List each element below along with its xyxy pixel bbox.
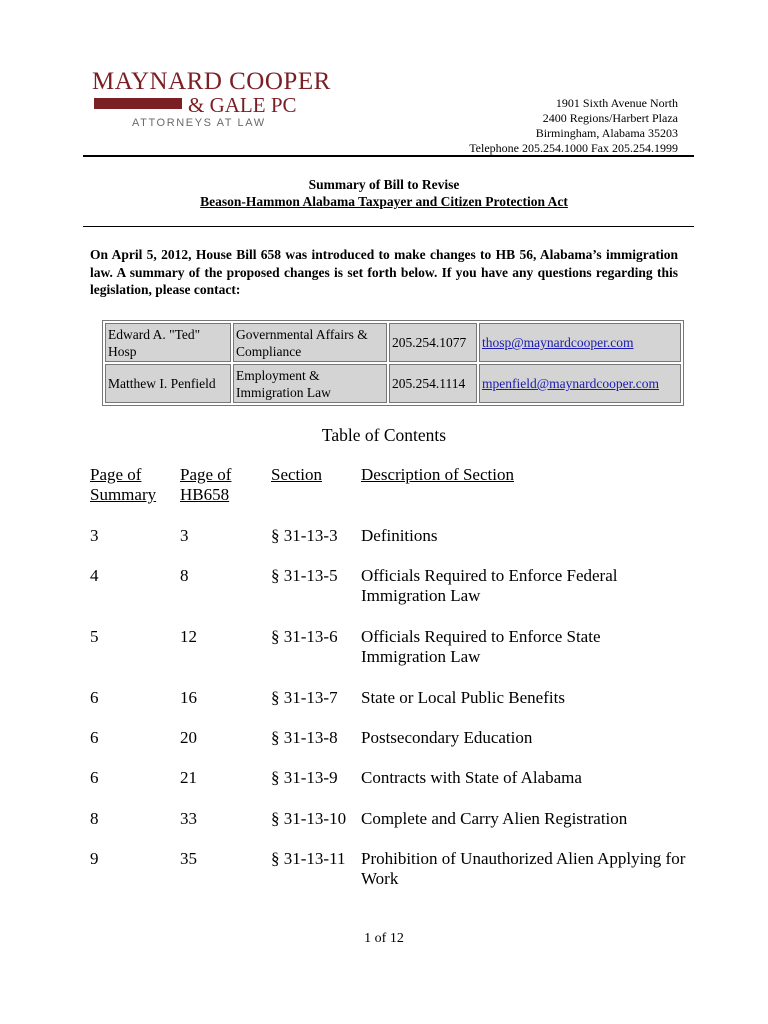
toc-page-summary: 9	[90, 849, 99, 868]
address-line: Birmingham, Alabama 35203	[535, 126, 678, 140]
toc-page-summary: 6	[90, 688, 99, 707]
toc-description: State or Local Public Benefits	[361, 688, 565, 707]
toc-header-section: Section	[271, 465, 322, 484]
toc-page-bill: 35	[180, 849, 197, 868]
document-title	[0, 176, 768, 210]
toc-description: Contracts with State of Alabama	[361, 768, 582, 787]
firm-logo	[90, 68, 331, 132]
contact-email-link[interactable]: mpenfield@maynardcooper.com	[482, 376, 659, 391]
toc-page-summary: 4	[90, 566, 99, 585]
logo-tagline: ATTORNEYS AT LAW	[132, 117, 266, 129]
toc-description: Complete and Carry Alien Registration	[361, 809, 628, 828]
firm-address	[469, 96, 678, 156]
toc-page-summary: 8	[90, 809, 99, 828]
toc-description: Definitions	[361, 526, 438, 545]
logo-line1: MAYNARD COOPER	[92, 68, 331, 95]
contact-row	[105, 364, 681, 403]
toc-page-bill: 20	[180, 728, 197, 747]
contact-name: Edward A. "Ted" Hosp	[105, 323, 231, 362]
toc-page-bill: 8	[180, 566, 189, 585]
address-line: 1901 Sixth Avenue North	[555, 96, 678, 110]
toc-section: § 31-13-9	[271, 768, 338, 787]
contact-practice: Employment & Immigration Law	[233, 364, 387, 403]
page-number: 1 of 12	[364, 931, 404, 946]
title-divider	[83, 226, 694, 227]
title-line2: Beason-Hammon Alabama Taxpayer and Citizen Protection Act	[200, 194, 568, 209]
contact-email-cell	[479, 364, 681, 403]
intro-paragraph: On April 5, 2012, House Bill 658 was introduced to make changes to HB 56, Alabama’s immigration law. A summary of the proposed changes is set forth below. If you have any questions regarding this legislation, please contact:	[90, 247, 678, 297]
toc-header-description: Description of Section	[361, 465, 514, 484]
toc-description: Postsecondary Education	[361, 728, 533, 747]
contact-email-cell	[479, 323, 681, 362]
toc-description: Prohibition of Unauthorized Alien Applying for Work	[361, 849, 686, 888]
toc-page-summary: 6	[90, 728, 99, 747]
address-line: Telephone 205.254.1000 Fax 205.254.1999	[469, 141, 678, 155]
toc-description: Officials Required to Enforce Federal Immigration Law	[361, 566, 618, 605]
header-divider	[83, 155, 694, 157]
title-line1: Summary of Bill to Revise	[308, 177, 460, 192]
address-line: 2400 Regions/Harbert Plaza	[542, 111, 678, 125]
contact-row	[105, 323, 681, 362]
contact-name: Matthew I. Penfield	[105, 364, 231, 403]
toc-page-bill: 16	[180, 688, 197, 707]
toc-section: § 31-13-7	[271, 688, 338, 707]
logo-bar	[94, 98, 182, 109]
toc-section: § 31-13-8	[271, 728, 338, 747]
toc-header-page-summary: Page of Summary	[90, 465, 157, 504]
toc-section: § 31-13-6	[271, 627, 338, 646]
toc-page-summary: 6	[90, 768, 99, 787]
toc-page-bill: 33	[180, 809, 197, 828]
logo-line2: & GALE PC	[188, 93, 297, 117]
contact-email-link[interactable]: thosp@maynardcooper.com	[482, 335, 634, 350]
toc-description: Officials Required to Enforce State Immigration Law	[361, 627, 601, 666]
toc-page-summary: 5	[90, 627, 99, 646]
toc-title: Table of Contents	[321, 425, 447, 445]
toc-section: § 31-13-11	[271, 849, 346, 868]
toc-page-bill: 12	[180, 627, 197, 646]
toc-page-bill: 21	[180, 768, 197, 787]
contacts-table	[102, 320, 684, 406]
toc-page-summary: 3	[90, 526, 99, 545]
toc-page-bill: 3	[180, 526, 189, 545]
contact-phone: 205.254.1077	[389, 323, 477, 362]
toc-section: § 31-13-3	[271, 526, 338, 545]
toc-section: § 31-13-5	[271, 566, 338, 585]
contact-phone: 205.254.1114	[389, 364, 477, 403]
contact-practice: Governmental Affairs & Compliance	[233, 323, 387, 362]
toc-section: § 31-13-10	[271, 809, 347, 828]
toc-header-page-bill: Page of HB658	[180, 465, 232, 504]
